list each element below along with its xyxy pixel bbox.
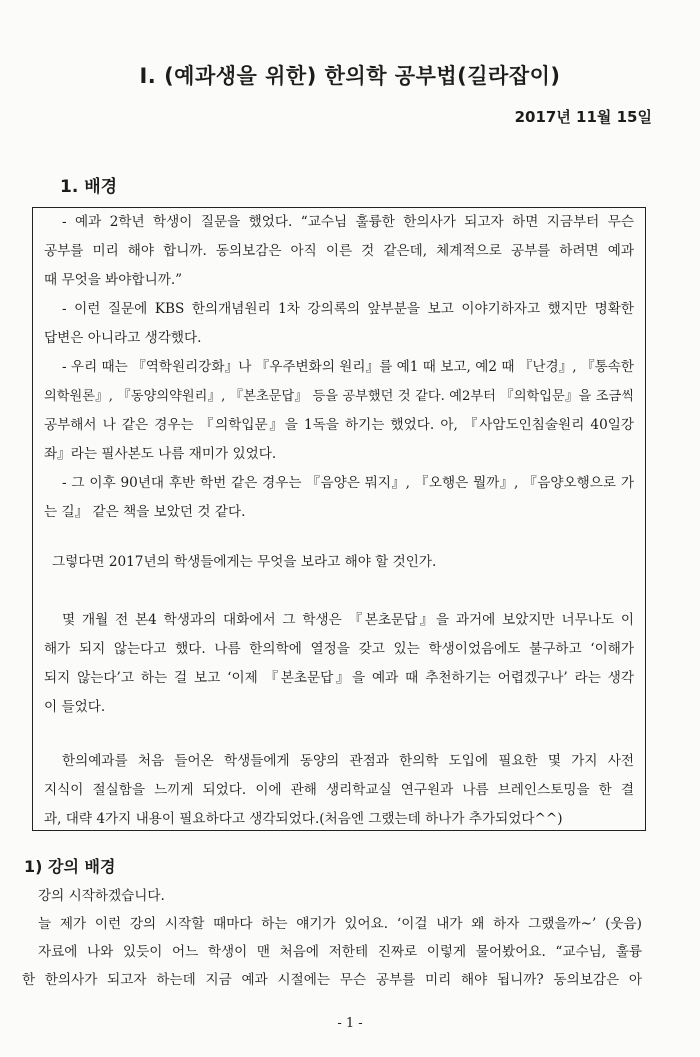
body-line: 자료에 나와 있듯이 어느 학생이 맨 처음에 저한테 진짜로 이렇게 물어봤어요. “교수님, 훌륭 (38, 944, 642, 960)
box-line: 의학원론』, 『동양의약원리』, 『본초문답』 등을 공부했던 것 같다. 예2부터 『의학입문』을 조금씩 (44, 389, 634, 404)
box-line: 한의예과를 처음 들어온 학생들에게 동양의 관점과 한의학 도입에 필요한 몇 가지 사전 (62, 753, 634, 769)
box-line: 그렇다면 2017년의 학생들에게는 무엇을 보라고 해야 할 것인가. (52, 554, 437, 570)
box-line: 때 무엇을 봐야합니까.” (44, 272, 183, 288)
box-line: 는 길』 같은 책을 보았던 것 같다. (44, 504, 246, 520)
body-line: 강의 시작하겠습니다. (38, 888, 165, 904)
body-line: 늘 제가 이런 강의 시작할 때마다 하는 얘기가 있어요. ‘이걸 내가 왜 하자 그랬을까~’ (웃음) (38, 916, 642, 932)
document-date: 2017년 11월 15일 (514, 108, 652, 126)
box-line: - 우리 때는 『역학원리강화』나 『우주변화의 원리』를 예1 때 보고, 예2 때 『난경』, 『통속한 (62, 359, 634, 375)
box-line: - 예과 2학년 학생이 질문을 했었다. “교수님 훌륭한 한의사가 되고자 하면 지금부터 무슨 (62, 214, 634, 230)
box-line: - 그 이후 90년대 후반 학번 같은 경우는 『음양은 뭐지』, 『오행은 뭘까』, 『음양오행으로 가 (62, 475, 634, 491)
box-line: 공부해서 나 같은 경우는 『의학입문』을 1독을 하기는 했었다. 아, 『사암도인침술원리 40일강 (44, 417, 634, 433)
document-title: Ⅰ. (예과생을 위한) 한의학 공부법(길라잡이) (139, 64, 561, 88)
box-line: 공부를 미리 해야 합니까. 동의보감은 아직 이른 것 같은데, 체계적으로 공부를 하려면 예과 (44, 243, 634, 259)
box-line: 해가 되지 않는다고 했다. 나름 한의학에 열정을 갖고 있는 학생이었음에도 불구하고 ‘이해가 (44, 641, 634, 657)
section-heading-background: 1. 배경 (60, 177, 118, 197)
box-line: 몇 개월 전 본4 학생과의 대화에서 그 학생은 『본초문답』을 과거에 보았지만 너무나도 이 (62, 612, 634, 628)
box-line: 답변은 아니라고 생각했다. (44, 330, 202, 346)
body-line: 한 한의사가 되고자 하는데 지금 예과 시절에는 무슨 공부를 미리 해야 됩니까? 동의보감은 아 (22, 972, 642, 988)
section-heading-lecture-background: 1) 강의 배경 (24, 857, 116, 876)
box-line: - 이런 질문에 KBS 한의개념원리 1차 강의록의 앞부분을 보고 이야기하자고 했지만 명확한 (62, 301, 634, 317)
box-line: 이 들었다. (44, 699, 106, 715)
box-line: 좌』라는 필사본도 나름 재미가 있었다. (44, 446, 277, 462)
box-line: 되지 않는다’고 하는 걸 보고 ‘이제 『본초문답』을 예과 때 추천하기는 어렵겠구나’ 라는 생각 (44, 670, 634, 686)
page-number: - 1 - (337, 1016, 363, 1031)
box-line: 지식이 절실함을 느끼게 되었다. 이에 관해 생리학교실 연구원과 나름 브레인스토밍을 한 결 (44, 782, 634, 798)
box-line: 과, 대략 4가지 내용이 필요하다고 생각되었다.(처음엔 그랬는데 하나가 추가되었다^^) (44, 811, 563, 827)
